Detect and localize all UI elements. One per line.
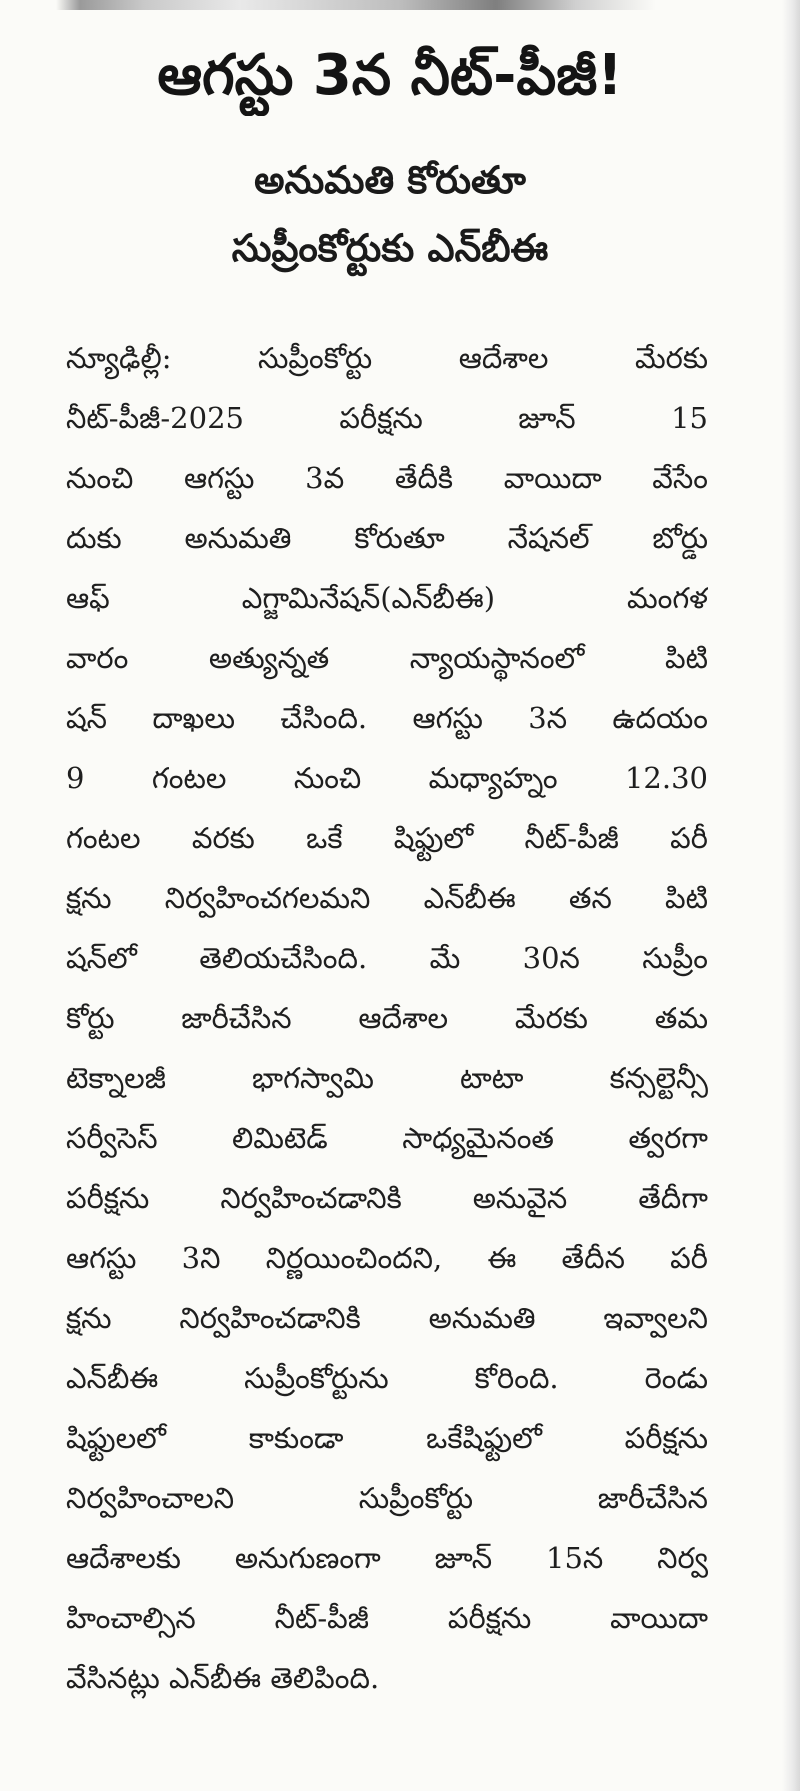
body-line: దుకు అనుమతి కోరుతూ నేషనల్ బోర్డు xyxy=(66,521,708,555)
body-line: నుంచి ఆగస్టు 3వ తేదీకి వాయిదా వేసేం xyxy=(66,461,708,495)
body-line: సర్వీసెస్ లిమిటెడ్ సాధ్యమైనంత త్వరగా xyxy=(66,1121,708,1155)
body-line: 9 గంటల నుంచి మధ్యాహ్నం 12.30 xyxy=(66,761,708,795)
body-line: కోర్టు జారీచేసిన ఆదేశాల మేరకు తమ xyxy=(66,1001,708,1035)
body-line: షన్ దాఖలు చేసింది. ఆగస్టు 3న ఉదయం xyxy=(66,701,708,735)
body-line: నీట్-పీజీ-2025 పరీక్షను జూన్ 15 xyxy=(66,401,708,435)
article-subheadline-line-1: అనుమతి కోరుతూ xyxy=(254,158,526,202)
body-line: వేసినట్లు ఎన్‌బీఈ తెలిపింది. xyxy=(66,1661,380,1695)
cropped-photo-strip xyxy=(0,0,800,10)
body-line: గంటల వరకు ఒకే షిఫ్టులో నీట్-పీజీ పరీ xyxy=(66,821,708,855)
body-line: షన్‌లో తెలియచేసింది. మే 30న సుప్రీం xyxy=(66,941,708,975)
body-line: క్షను నిర్వహించగలమని ఎన్‌బీఈ తన పిటి xyxy=(66,881,708,915)
body-line: ఎన్‌బీఈ సుప్రీంకోర్టును కోరింది. రెండు xyxy=(66,1361,708,1395)
body-line: నిర్వహించాలని సుప్రీంకోర్టు జారీచేసిన xyxy=(66,1481,708,1515)
body-line: ఆగస్టు 3ని నిర్ణయించిందని, ఈ తేదీన పరీ xyxy=(66,1241,708,1275)
body-line: ఆఫ్ ఎగ్జామినేషన్(ఎన్‌బీఈ) మంగళ xyxy=(66,581,708,615)
article-subheadline-line-2: సుప్రీంకోర్టుకు ఎన్‌బీఈ xyxy=(231,226,549,270)
article-body xyxy=(66,328,708,1708)
article-headline: ఆగస్టు 3న నీట్-పీజీ! xyxy=(157,43,623,108)
body-line: క్షను నిర్వహించడానికి అనుమతి ఇవ్వాలని xyxy=(66,1301,708,1335)
body-line: టెక్నాలజీ భాగస్వామి టాటా కన్సల్టెన్సీ xyxy=(66,1061,708,1095)
page-edge-shadow xyxy=(782,0,800,1791)
body-line: హించాల్సిన నీట్-పీజీ పరీక్షను వాయిదా xyxy=(66,1601,708,1635)
body-line: ఆదేశాలకు అనుగుణంగా జూన్ 15న నిర్వ xyxy=(66,1541,708,1575)
body-line: వారం అత్యున్నత న్యాయస్థానంలో పిటి xyxy=(66,641,708,675)
body-line: న్యూఢిల్లీ: సుప్రీంకోర్టు ఆదేశాల మేరకు xyxy=(66,341,708,375)
body-line: షిఫ్టులలో కాకుండా ఒకేషిఫ్టులో పరీక్షను xyxy=(66,1421,708,1455)
body-line: పరీక్షను నిర్వహించడానికి అనువైన తేదీగా xyxy=(66,1181,708,1215)
